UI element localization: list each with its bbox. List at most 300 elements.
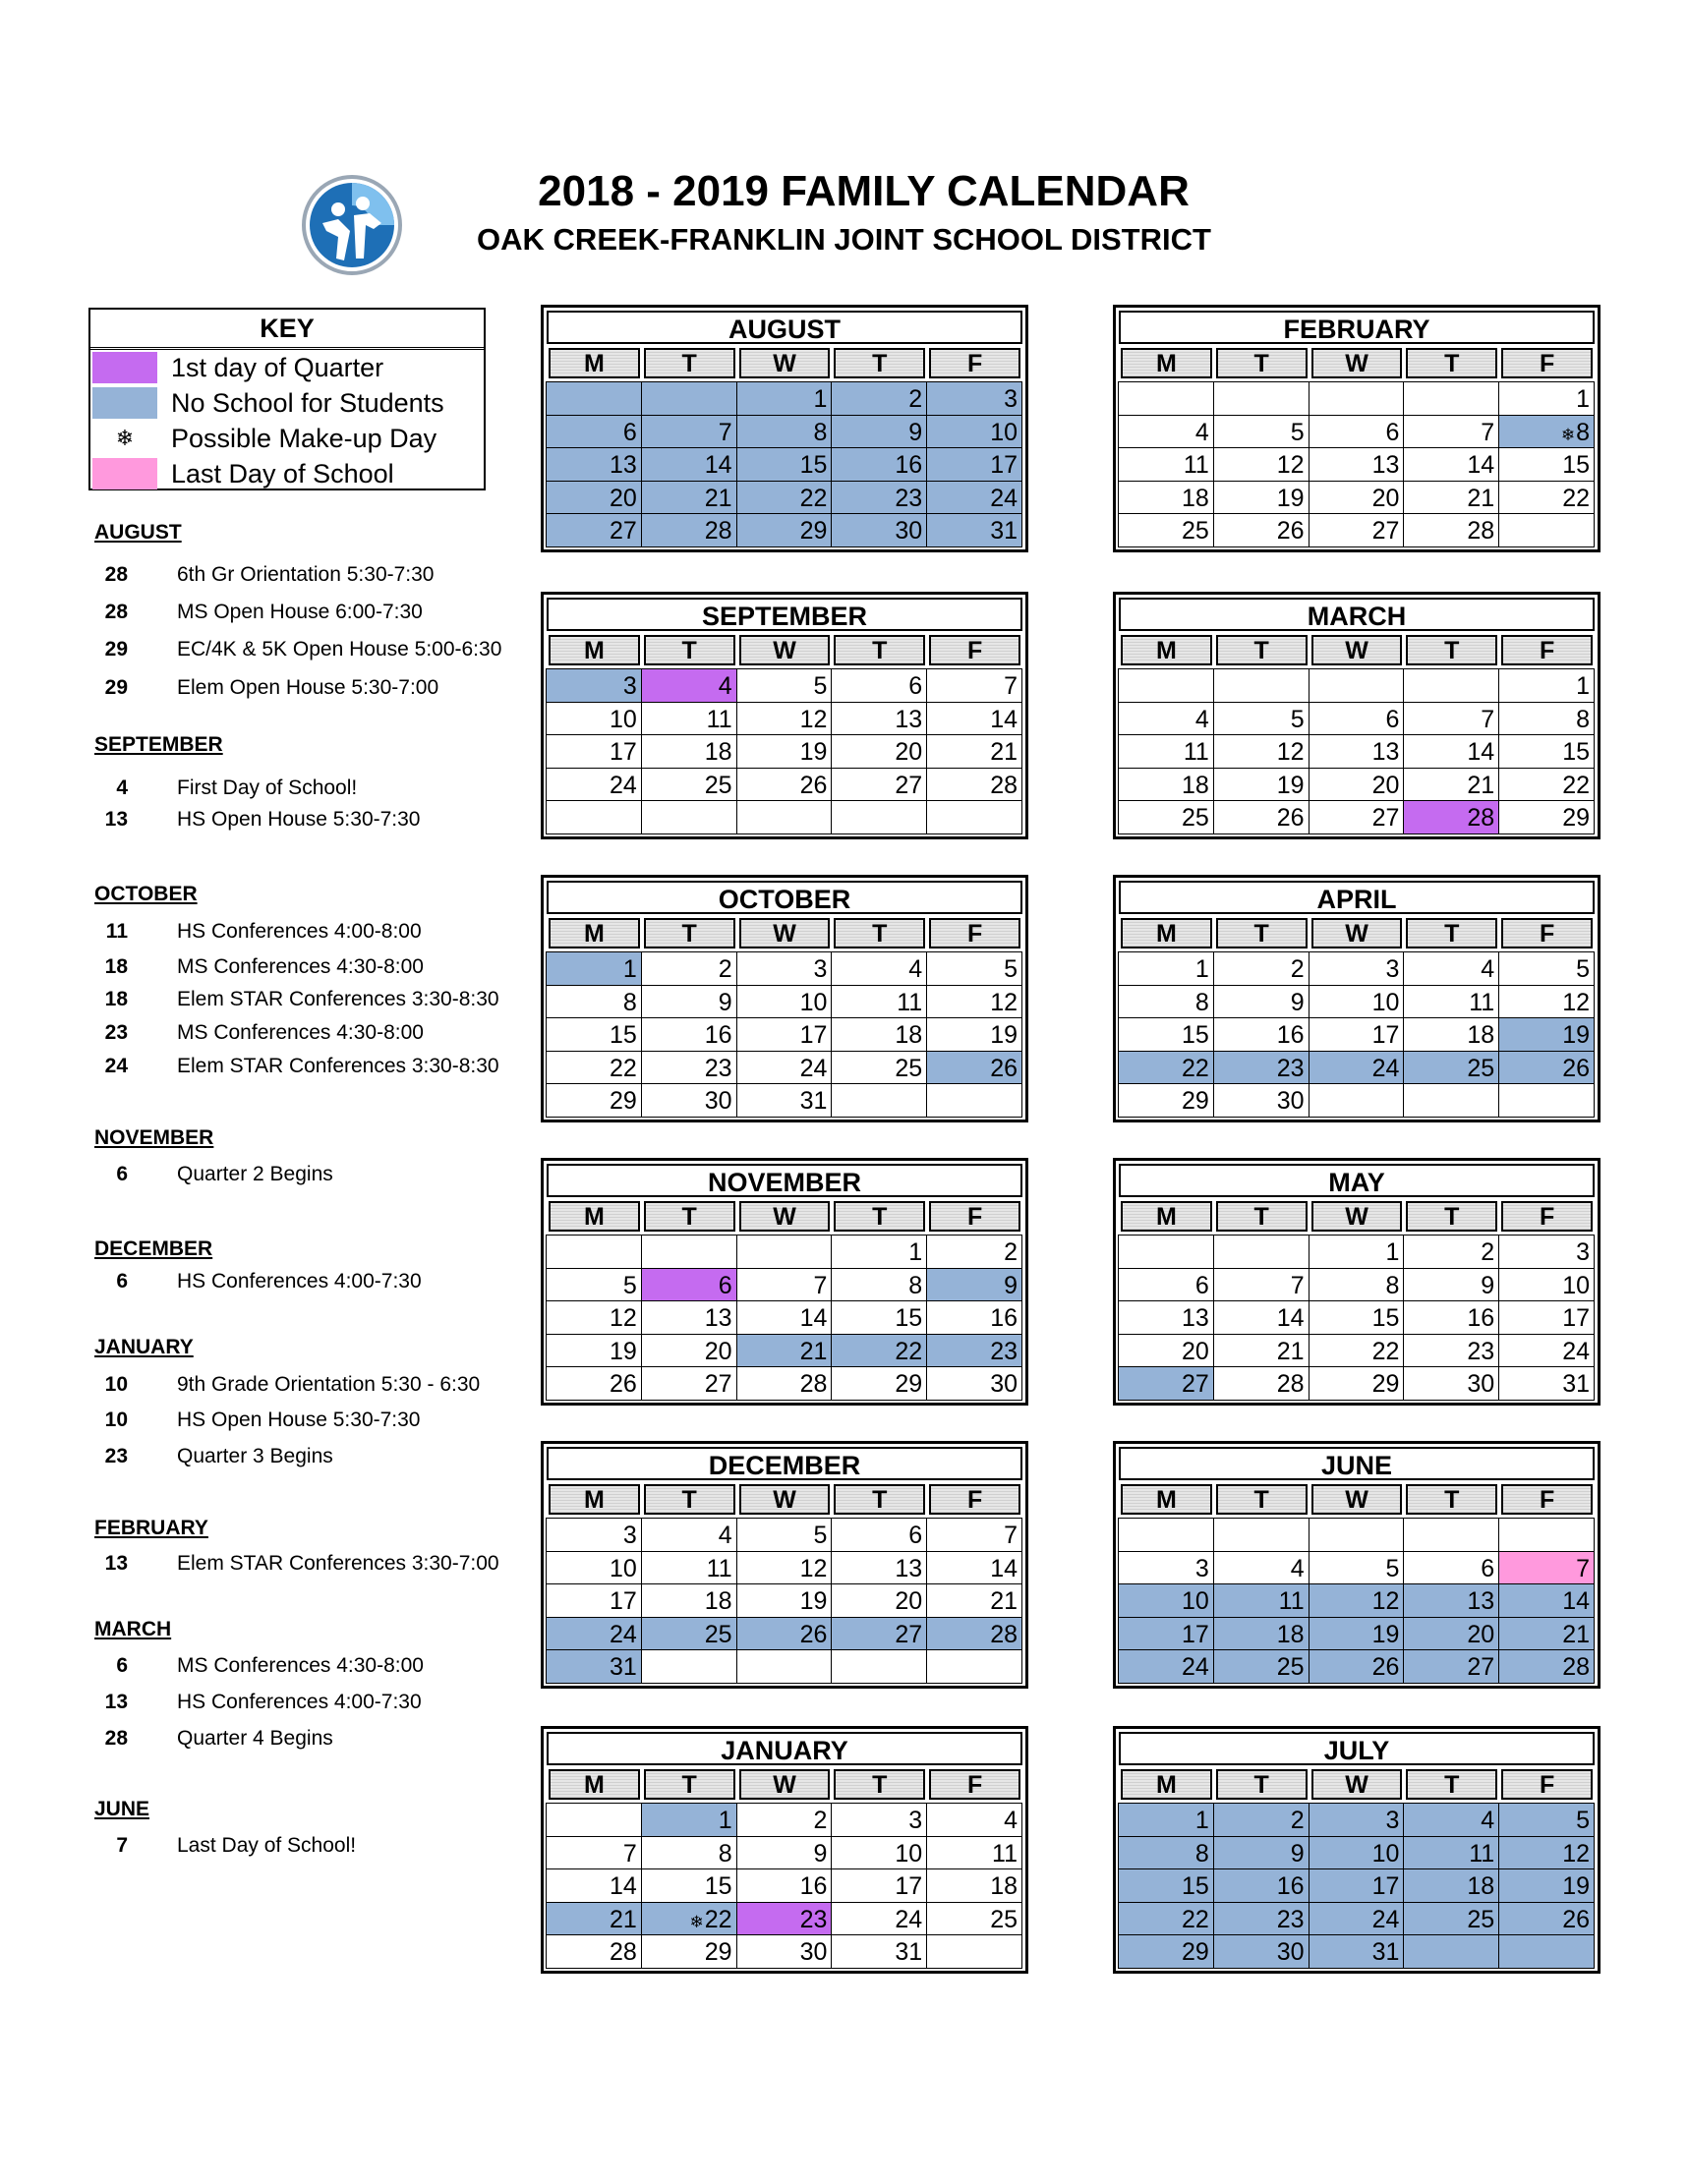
day-cell: 23 bbox=[926, 1334, 1022, 1368]
day-cell bbox=[1403, 381, 1499, 416]
day-cell: 15 bbox=[1498, 734, 1595, 769]
day-cell: 27 bbox=[831, 768, 927, 802]
day-cell: 22 bbox=[1118, 1051, 1214, 1085]
weekday-header: W bbox=[739, 1484, 831, 1515]
event-row bbox=[94, 776, 357, 800]
day-cell: 13 bbox=[1118, 1300, 1214, 1335]
day-cell: 9 bbox=[1213, 1836, 1310, 1870]
event-row bbox=[94, 1727, 333, 1751]
event-text: MS Conferences 4:30-8:00 bbox=[177, 955, 424, 978]
day-cell: 25 bbox=[1403, 1051, 1499, 1085]
weekday-header: T bbox=[644, 1484, 735, 1515]
day-cell: 21 bbox=[1498, 1617, 1595, 1651]
day-cell: 5 bbox=[1309, 1551, 1405, 1585]
day-cell: 30 bbox=[1403, 1366, 1499, 1401]
day-cell: 16 bbox=[1213, 1017, 1310, 1052]
day-cell: 5 bbox=[1213, 702, 1310, 736]
day-cell: 14 bbox=[546, 1868, 642, 1903]
weekday-header: T bbox=[644, 348, 735, 378]
weekday-header: T bbox=[1406, 1769, 1497, 1800]
day-cell: 7 bbox=[1403, 415, 1499, 449]
day-cell bbox=[831, 1083, 927, 1118]
event-day: 23 bbox=[104, 1021, 128, 1044]
event-day: 7 bbox=[116, 1834, 128, 1857]
day-cell: 23 bbox=[1213, 1051, 1310, 1085]
page-title: 2018 - 2019 FAMILY CALENDAR bbox=[538, 167, 1190, 215]
calendar-month-title: MAY bbox=[1119, 1164, 1595, 1197]
weekday-header: W bbox=[1311, 1769, 1403, 1800]
day-cell bbox=[1118, 1518, 1214, 1552]
event-month-heading: JANUARY bbox=[94, 1336, 194, 1358]
day-cell: 14 bbox=[736, 1300, 833, 1335]
day-cell: 24 bbox=[1498, 1334, 1595, 1368]
weekday-header: W bbox=[1311, 1201, 1403, 1232]
day-cell: 11 bbox=[1118, 734, 1214, 769]
day-cell: 21 bbox=[926, 734, 1022, 769]
day-cell: 4 bbox=[1118, 415, 1214, 449]
day-cell: 26 bbox=[736, 768, 833, 802]
day-cell bbox=[1309, 668, 1405, 703]
day-cell: 6 bbox=[831, 1518, 927, 1552]
day-cell bbox=[1213, 668, 1310, 703]
day-cell: 13 bbox=[831, 702, 927, 736]
day-cell: 15 bbox=[1498, 447, 1595, 482]
event-day: 29 bbox=[104, 638, 128, 661]
day-cell: 18 bbox=[1213, 1617, 1310, 1651]
day-cell: 10 bbox=[546, 1551, 642, 1585]
day-cell: 26 bbox=[1309, 1649, 1405, 1684]
weekday-header: W bbox=[739, 1201, 831, 1232]
day-cell: 25 bbox=[1118, 800, 1214, 834]
day-cell: 5 bbox=[1498, 951, 1595, 986]
day-cell: 3 bbox=[736, 951, 833, 986]
day-cell: 18 bbox=[1118, 768, 1214, 802]
weekday-header: T bbox=[1216, 1769, 1308, 1800]
day-cell: 4 bbox=[641, 668, 737, 703]
weekday-header: T bbox=[834, 1769, 925, 1800]
weekday-header: T bbox=[834, 918, 925, 948]
day-cell: 31 bbox=[831, 1934, 927, 1969]
day-cell: 2 bbox=[1213, 1803, 1310, 1837]
event-row bbox=[94, 1552, 499, 1576]
calendar-days bbox=[1119, 1201, 1595, 1400]
day-cell: 8 bbox=[1498, 702, 1595, 736]
day-cell: 13 bbox=[831, 1551, 927, 1585]
calendar-days bbox=[1119, 635, 1595, 833]
day-cell: 4 bbox=[641, 1518, 737, 1552]
day-cell: 25 bbox=[1118, 513, 1214, 547]
calendar-july bbox=[1113, 1726, 1601, 1974]
weekday-header: W bbox=[739, 348, 831, 378]
day-cell bbox=[1213, 381, 1310, 416]
calendar-days bbox=[547, 635, 1022, 833]
day-cell: 21 bbox=[1403, 768, 1499, 802]
event-day: 6 bbox=[116, 1163, 128, 1185]
day-cell: 16 bbox=[641, 1017, 737, 1052]
day-cell: 5 bbox=[926, 951, 1022, 986]
day-cell: 3 bbox=[831, 1803, 927, 1837]
day-cell: 24 bbox=[546, 1617, 642, 1651]
event-text: Quarter 2 Begins bbox=[177, 1163, 333, 1185]
day-cell: 26 bbox=[1498, 1051, 1595, 1085]
day-cell: 18 bbox=[831, 1017, 927, 1052]
day-cell: 2 bbox=[736, 1803, 833, 1837]
day-cell bbox=[736, 800, 833, 834]
calendar-month-title: DECEMBER bbox=[547, 1447, 1022, 1480]
weekday-header: F bbox=[1501, 1769, 1593, 1800]
day-cell: 17 bbox=[1309, 1017, 1405, 1052]
day-cell: 15 bbox=[546, 1017, 642, 1052]
day-cell: 7 bbox=[736, 1268, 833, 1302]
calendar-month-title: MARCH bbox=[1119, 598, 1595, 631]
event-row bbox=[94, 955, 424, 979]
day-cell: 17 bbox=[546, 1583, 642, 1618]
day-cell: 17 bbox=[1118, 1617, 1214, 1651]
weekday-header: M bbox=[549, 1769, 640, 1800]
weekday-header: W bbox=[739, 635, 831, 665]
day-cell: 19 bbox=[736, 734, 833, 769]
day-cell: 16 bbox=[926, 1300, 1022, 1335]
day-cell: 13 bbox=[1309, 447, 1405, 482]
day-cell: 17 bbox=[1309, 1868, 1405, 1903]
calendar-december bbox=[541, 1441, 1028, 1689]
event-day: 18 bbox=[104, 955, 128, 978]
calendar-january bbox=[541, 1726, 1028, 1974]
day-cell: 30 bbox=[1213, 1934, 1310, 1969]
day-cell: 17 bbox=[736, 1017, 833, 1052]
key-label: Last Day of School bbox=[171, 459, 394, 489]
calendar-days bbox=[547, 1484, 1022, 1683]
day-cell: 29 bbox=[831, 1366, 927, 1401]
day-cell: 7 bbox=[641, 415, 737, 449]
day-cell: 24 bbox=[546, 768, 642, 802]
day-cell: 19 bbox=[1213, 768, 1310, 802]
day-cell: 19 bbox=[546, 1334, 642, 1368]
day-cell: 16 bbox=[1403, 1300, 1499, 1335]
event-row bbox=[94, 1445, 333, 1468]
weekday-header: F bbox=[929, 348, 1020, 378]
day-cell: 25 bbox=[831, 1051, 927, 1085]
day-cell: 1 bbox=[546, 951, 642, 986]
day-cell: 14 bbox=[1213, 1300, 1310, 1335]
day-cell: 17 bbox=[831, 1868, 927, 1903]
day-cell: 26 bbox=[736, 1617, 833, 1651]
day-cell: 23 bbox=[1403, 1334, 1499, 1368]
event-row bbox=[94, 1654, 424, 1678]
day-cell: 7 bbox=[926, 1518, 1022, 1552]
page-header bbox=[0, 157, 1688, 295]
day-cell: 17 bbox=[1498, 1300, 1595, 1335]
event-row bbox=[94, 1021, 424, 1045]
day-cell: 24 bbox=[1118, 1649, 1214, 1684]
key-item bbox=[90, 456, 484, 491]
event-text: Elem Open House 5:30-7:00 bbox=[177, 676, 439, 699]
day-cell bbox=[546, 1235, 642, 1269]
calendar-days bbox=[547, 1769, 1022, 1968]
day-cell: 21 bbox=[736, 1334, 833, 1368]
day-cell: 23 bbox=[1213, 1902, 1310, 1936]
day-cell: 26 bbox=[926, 1051, 1022, 1085]
day-cell: 8 bbox=[1309, 1268, 1405, 1302]
day-cell: 1 bbox=[641, 1803, 737, 1837]
day-cell: 3 bbox=[546, 668, 642, 703]
day-cell: 11 bbox=[641, 702, 737, 736]
day-cell: 26 bbox=[546, 1366, 642, 1401]
weekday-header: M bbox=[1121, 918, 1212, 948]
day-cell: 18 bbox=[641, 734, 737, 769]
day-cell: 12 bbox=[1498, 985, 1595, 1019]
event-row bbox=[94, 601, 423, 624]
day-cell: 25 bbox=[926, 1902, 1022, 1936]
day-cell: 21 bbox=[926, 1583, 1022, 1618]
key-item bbox=[90, 350, 484, 385]
day-cell: 24 bbox=[736, 1051, 833, 1085]
weekday-header: T bbox=[644, 635, 735, 665]
event-text: 9th Grade Orientation 5:30 - 6:30 bbox=[177, 1373, 481, 1396]
calendar-days bbox=[547, 1201, 1022, 1400]
day-cell: 14 bbox=[1403, 447, 1499, 482]
day-cell: 3 bbox=[1309, 1803, 1405, 1837]
event-day: 6 bbox=[116, 1270, 128, 1293]
event-text: Quarter 4 Begins bbox=[177, 1727, 333, 1750]
day-cell: 9 bbox=[641, 985, 737, 1019]
day-cell: 10 bbox=[926, 415, 1022, 449]
event-day: 13 bbox=[104, 1691, 128, 1713]
weekday-header: T bbox=[1406, 348, 1497, 378]
day-cell: 29 bbox=[1498, 800, 1595, 834]
day-cell: 19 bbox=[1213, 481, 1310, 515]
weekday-header: T bbox=[834, 635, 925, 665]
event-text: HS Conferences 4:00-8:00 bbox=[177, 920, 422, 943]
day-cell: 9 bbox=[831, 415, 927, 449]
event-text: Quarter 3 Begins bbox=[177, 1445, 333, 1467]
weekday-header: W bbox=[1311, 1484, 1403, 1515]
day-cell: 12 bbox=[1309, 1583, 1405, 1618]
day-cell: 6 bbox=[1118, 1268, 1214, 1302]
day-cell: 20 bbox=[831, 734, 927, 769]
event-month-heading: DECEMBER bbox=[94, 1237, 213, 1260]
event-text: EC/4K & 5K Open House 5:00-6:30 bbox=[177, 638, 502, 661]
day-cell: 29 bbox=[1118, 1934, 1214, 1969]
event-row bbox=[94, 1691, 422, 1714]
event-month-heading: JUNE bbox=[94, 1798, 150, 1820]
day-cell: 4 bbox=[1403, 1803, 1499, 1837]
day-cell: 26 bbox=[1498, 1902, 1595, 1936]
key-label: Possible Make-up Day bbox=[171, 424, 437, 453]
weekday-header: F bbox=[1501, 918, 1593, 948]
event-row bbox=[94, 1270, 422, 1293]
day-cell: 5 bbox=[736, 1518, 833, 1552]
day-cell: 6 bbox=[1309, 702, 1405, 736]
weekday-header: M bbox=[549, 635, 640, 665]
weekday-header: T bbox=[1216, 348, 1308, 378]
weekday-header: M bbox=[549, 918, 640, 948]
event-text: HS Conferences 4:00-7:30 bbox=[177, 1691, 422, 1713]
day-cell: 20 bbox=[641, 1334, 737, 1368]
event-month-heading: NOVEMBER bbox=[94, 1126, 214, 1149]
day-cell: 28 bbox=[926, 1617, 1022, 1651]
day-cell: 24 bbox=[1309, 1902, 1405, 1936]
day-cell: 31 bbox=[1309, 1934, 1405, 1969]
day-cell: 27 bbox=[641, 1366, 737, 1401]
day-cell: 22 bbox=[1498, 768, 1595, 802]
event-day: 28 bbox=[104, 1727, 128, 1750]
day-cell: 29 bbox=[1118, 1083, 1214, 1118]
day-cell bbox=[926, 1934, 1022, 1969]
day-cell: 3 bbox=[1498, 1235, 1595, 1269]
key-item bbox=[90, 421, 484, 456]
day-cell: 20 bbox=[831, 1583, 927, 1618]
day-cell: 20 bbox=[1118, 1334, 1214, 1368]
calendar-month-title: OCTOBER bbox=[547, 881, 1022, 914]
weekday-header: T bbox=[644, 1769, 735, 1800]
day-cell: 12 bbox=[1213, 447, 1310, 482]
calendar-november bbox=[541, 1158, 1028, 1406]
calendar-month-title: FEBRUARY bbox=[1119, 311, 1595, 344]
day-cell bbox=[546, 800, 642, 834]
day-cell: 12 bbox=[926, 985, 1022, 1019]
day-cell: 4 bbox=[831, 951, 927, 986]
calendar-may bbox=[1113, 1158, 1601, 1406]
calendar-april bbox=[1113, 875, 1601, 1122]
day-cell bbox=[926, 1649, 1022, 1684]
day-cell: 23 bbox=[641, 1051, 737, 1085]
day-cell: 8 bbox=[1118, 1836, 1214, 1870]
day-cell bbox=[1309, 381, 1405, 416]
day-cell: 7 bbox=[1498, 1551, 1595, 1585]
weekday-header: T bbox=[834, 1201, 925, 1232]
day-cell: 20 bbox=[1309, 768, 1405, 802]
day-cell: 27 bbox=[831, 1617, 927, 1651]
calendar-september bbox=[541, 592, 1028, 839]
day-cell: 21 bbox=[1213, 1334, 1310, 1368]
day-cell: 25 bbox=[641, 768, 737, 802]
event-row bbox=[94, 920, 422, 944]
day-cell: 7 bbox=[1403, 702, 1499, 736]
day-cell: 15 bbox=[641, 1868, 737, 1903]
calendar-march bbox=[1113, 592, 1601, 839]
calendar-august bbox=[541, 305, 1028, 552]
day-cell: 18 bbox=[1118, 481, 1214, 515]
day-cell: 10 bbox=[1309, 985, 1405, 1019]
day-cell bbox=[1403, 668, 1499, 703]
day-cell: 30 bbox=[831, 513, 927, 547]
day-cell: 28 bbox=[1498, 1649, 1595, 1684]
day-cell bbox=[641, 800, 737, 834]
day-cell: 28 bbox=[1403, 513, 1499, 547]
event-row bbox=[94, 1408, 421, 1432]
event-row bbox=[94, 808, 421, 832]
calendar-month-title: AUGUST bbox=[547, 311, 1022, 344]
day-cell: 1 bbox=[1118, 1803, 1214, 1837]
calendar-october bbox=[541, 875, 1028, 1122]
event-text: HS Open House 5:30-7:30 bbox=[177, 808, 421, 831]
event-row bbox=[94, 1373, 480, 1397]
event-row bbox=[94, 988, 499, 1011]
day-cell: 15 bbox=[1309, 1300, 1405, 1335]
day-cell: 29 bbox=[546, 1083, 642, 1118]
day-cell: 22 bbox=[1498, 481, 1595, 515]
day-cell: 1 bbox=[736, 381, 833, 416]
day-cell: 1 bbox=[1309, 1235, 1405, 1269]
event-row bbox=[94, 1834, 356, 1858]
day-cell bbox=[641, 1235, 737, 1269]
day-cell: 28 bbox=[641, 513, 737, 547]
day-cell: 19 bbox=[1498, 1868, 1595, 1903]
weekday-header: T bbox=[1406, 1201, 1497, 1232]
day-cell bbox=[1403, 1518, 1499, 1552]
key-swatch bbox=[92, 352, 157, 383]
event-text: Elem STAR Conferences 3:30-8:30 bbox=[177, 1055, 499, 1077]
weekday-header: M bbox=[1121, 1484, 1212, 1515]
day-cell: 28 bbox=[546, 1934, 642, 1969]
day-cell: 14 bbox=[926, 1551, 1022, 1585]
day-cell bbox=[926, 800, 1022, 834]
day-cell: 2 bbox=[831, 381, 927, 416]
day-cell: 15 bbox=[1118, 1868, 1214, 1903]
day-cell: 1 bbox=[1498, 668, 1595, 703]
day-cell bbox=[1403, 1083, 1499, 1118]
day-cell: 14 bbox=[641, 447, 737, 482]
event-day: 28 bbox=[104, 563, 128, 586]
day-cell bbox=[1498, 1934, 1595, 1969]
day-cell: 10 bbox=[546, 702, 642, 736]
day-cell: 13 bbox=[1403, 1583, 1499, 1618]
day-cell: 9 bbox=[1403, 1268, 1499, 1302]
day-cell bbox=[641, 1649, 737, 1684]
weekday-header: M bbox=[1121, 635, 1212, 665]
day-cell: ❄22 bbox=[641, 1902, 737, 1936]
day-cell: 18 bbox=[641, 1583, 737, 1618]
day-cell: 14 bbox=[926, 702, 1022, 736]
snowflake-icon: ❄ bbox=[1560, 425, 1576, 444]
day-cell: 10 bbox=[1118, 1583, 1214, 1618]
day-cell: 16 bbox=[831, 447, 927, 482]
day-cell: 7 bbox=[546, 1836, 642, 1870]
weekday-header: T bbox=[1216, 1484, 1308, 1515]
event-day: 18 bbox=[104, 988, 128, 1010]
page-subtitle: OAK CREEK-FRANKLIN JOINT SCHOOL DISTRICT bbox=[477, 222, 1211, 257]
day-cell: 25 bbox=[641, 1617, 737, 1651]
day-cell: 13 bbox=[641, 1300, 737, 1335]
day-cell: 18 bbox=[1403, 1868, 1499, 1903]
event-month-heading: MARCH bbox=[94, 1618, 172, 1640]
day-cell: 10 bbox=[1498, 1268, 1595, 1302]
weekday-header: W bbox=[739, 1769, 831, 1800]
day-cell: 27 bbox=[1309, 800, 1405, 834]
day-cell: 10 bbox=[831, 1836, 927, 1870]
event-text: MS Conferences 4:30-8:00 bbox=[177, 1654, 424, 1677]
day-cell: 16 bbox=[736, 1868, 833, 1903]
day-cell: 29 bbox=[736, 513, 833, 547]
day-cell: 9 bbox=[926, 1268, 1022, 1302]
day-cell: 1 bbox=[1498, 381, 1595, 416]
weekday-header: W bbox=[739, 918, 831, 948]
weekday-header: T bbox=[1406, 918, 1497, 948]
key-swatch bbox=[92, 387, 157, 419]
day-cell bbox=[1213, 1518, 1310, 1552]
day-cell: 8 bbox=[736, 415, 833, 449]
weekday-header: F bbox=[1501, 348, 1593, 378]
day-cell bbox=[1498, 513, 1595, 547]
weekday-header: W bbox=[1311, 918, 1403, 948]
day-cell: 10 bbox=[736, 985, 833, 1019]
event-day: 29 bbox=[104, 676, 128, 699]
day-cell: 11 bbox=[1403, 1836, 1499, 1870]
day-cell: 12 bbox=[1213, 734, 1310, 769]
day-cell: 6 bbox=[831, 668, 927, 703]
weekday-header: T bbox=[1406, 1484, 1497, 1515]
